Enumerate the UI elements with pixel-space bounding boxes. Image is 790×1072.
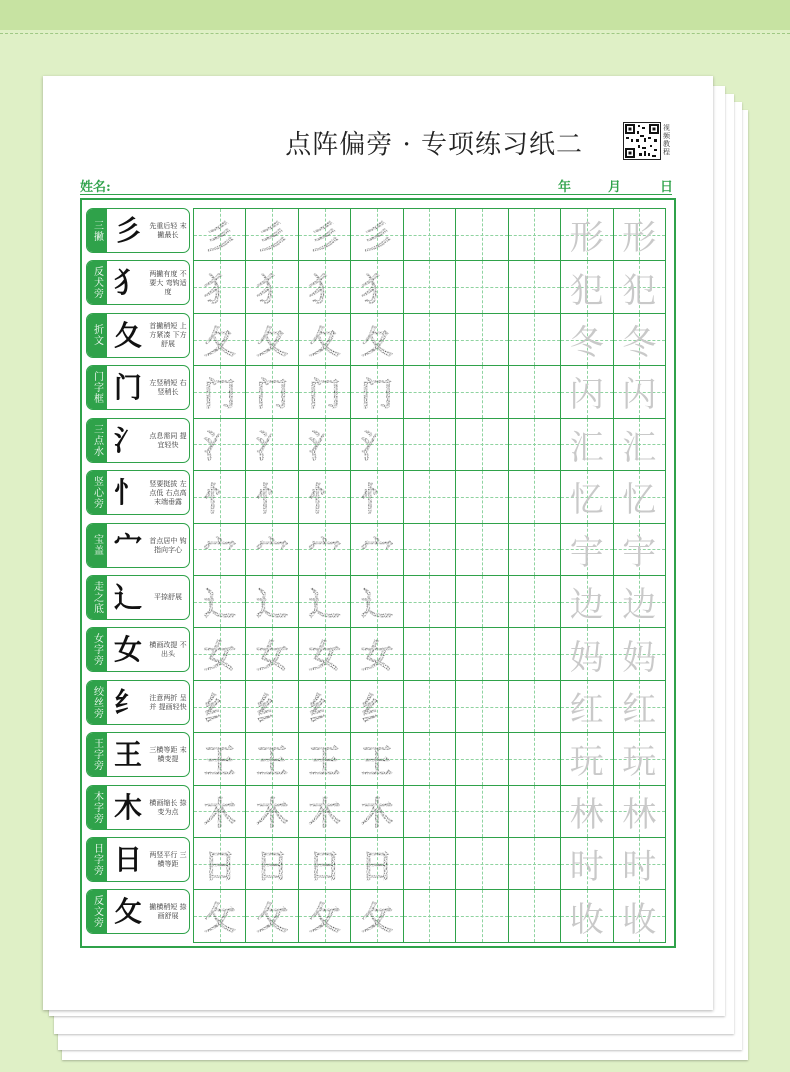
trace-character-cell[interactable]: [614, 419, 666, 471]
blank-practice-cell[interactable]: [509, 628, 561, 680]
radical-glyph: 王: [113, 738, 142, 772]
tianzi-grid[interactable]: [193, 208, 666, 943]
trace-character-cell[interactable]: [561, 261, 613, 313]
trace-character: 时: [622, 847, 657, 888]
trace-character-cell[interactable]: [614, 366, 666, 418]
practice-row: [194, 366, 666, 418]
trace-character-cell[interactable]: [561, 314, 613, 366]
blank-practice-cell[interactable]: [456, 366, 508, 418]
radical-glyph: 女: [113, 633, 142, 667]
dotted-radical-cell[interactable]: [351, 681, 403, 733]
trace-character: 犯: [569, 270, 604, 311]
blank-practice-cell[interactable]: [509, 890, 561, 942]
blank-practice-cell[interactable]: [456, 524, 508, 576]
radical-label: [86, 365, 190, 410]
blank-practice-cell[interactable]: [404, 890, 456, 942]
dotted-radical: 彡: [361, 217, 394, 256]
dotted-radical: 氵: [203, 427, 236, 466]
blank-practice-cell[interactable]: [404, 838, 456, 890]
dotted-radical: 纟: [203, 689, 236, 728]
blank-practice-cell[interactable]: [404, 786, 456, 838]
dotted-radical: 忄: [361, 479, 394, 518]
dotted-radical: 夂: [361, 322, 394, 361]
dotted-radical-cell[interactable]: [351, 524, 403, 576]
trace-character: 边: [569, 585, 604, 626]
top-band: [0, 0, 790, 30]
dotted-radical: 宀: [203, 532, 236, 571]
dotted-radical-cell[interactable]: [351, 890, 403, 942]
writing-tip: 先重后轻 末撇最长: [149, 222, 187, 239]
trace-character: 林: [569, 794, 604, 835]
dotted-radical: 辶: [361, 584, 394, 623]
trace-character-cell[interactable]: [614, 786, 666, 838]
dotted-radical: 王: [203, 741, 236, 780]
radical-label: [86, 523, 190, 568]
practice-row: [194, 681, 666, 733]
dotted-radical-cell[interactable]: [299, 733, 351, 785]
dotted-radical-cell[interactable]: [351, 366, 403, 418]
dotted-radical: 宀: [361, 532, 394, 571]
dotted-radical-cell[interactable]: [299, 576, 351, 628]
dotted-radical-cell[interactable]: [351, 628, 403, 680]
qr-caption: 视频教程: [663, 124, 670, 156]
radical-glyph: 日: [113, 843, 142, 877]
practice-row: [194, 471, 666, 523]
radical-name: 门字框: [87, 366, 107, 409]
dotted-radical: 彡: [203, 217, 236, 256]
writing-tip: 两竖平行 三横等距: [149, 851, 187, 869]
dotted-radical-cell[interactable]: [246, 838, 298, 890]
blank-practice-cell[interactable]: [509, 786, 561, 838]
radical-name: 折文: [87, 314, 107, 357]
dotted-radical: 纟: [308, 689, 341, 728]
writing-tip: 三横等距 末横变提: [149, 746, 187, 764]
radical-label-column: [86, 208, 190, 942]
dotted-radical-cell[interactable]: [246, 786, 298, 838]
radical-name: 女字旁: [87, 628, 107, 671]
radical-glyph: 木: [113, 790, 142, 824]
radical-glyph: 彡: [113, 214, 142, 247]
trace-character: 闪: [569, 375, 604, 416]
radical-name: 木字旁: [87, 786, 107, 829]
radical-label: [86, 575, 190, 620]
blank-practice-cell[interactable]: [456, 471, 508, 523]
radical-glyph: 攵: [113, 895, 142, 929]
trace-character: 形: [622, 218, 657, 259]
radical-glyph: 犭: [113, 266, 142, 300]
dotted-radical-cell[interactable]: [194, 209, 246, 261]
dotted-radical: 纟: [256, 689, 289, 728]
dotted-radical-cell[interactable]: [299, 524, 351, 576]
writing-tip: 注意两折 呈并 提画轻快: [149, 693, 187, 711]
trace-character-cell[interactable]: [614, 471, 666, 523]
dotted-radical: 木: [308, 794, 341, 833]
dotted-radical-cell[interactable]: [351, 419, 403, 471]
dotted-radical: 辶: [308, 584, 341, 623]
radical-name: 日字旁: [87, 838, 107, 881]
dotted-radical: 门: [361, 374, 394, 413]
dotted-radical-cell[interactable]: [299, 471, 351, 523]
blank-practice-cell[interactable]: [404, 576, 456, 628]
trace-character-cell[interactable]: [561, 524, 613, 576]
blank-practice-cell[interactable]: [456, 838, 508, 890]
dotted-radical-cell[interactable]: [299, 419, 351, 471]
trace-character: 宇: [569, 532, 604, 573]
blank-practice-cell[interactable]: [509, 471, 561, 523]
trace-character-cell[interactable]: [614, 524, 666, 576]
practice-row: [194, 314, 666, 366]
radical-glyph: 辶: [113, 580, 142, 614]
dotted-radical: 日: [308, 846, 341, 885]
dotted-radical: 王: [256, 741, 289, 780]
blank-practice-cell[interactable]: [509, 524, 561, 576]
dotted-radical-cell[interactable]: [299, 209, 351, 261]
practice-row: [194, 628, 666, 680]
dotted-radical: 王: [361, 741, 394, 780]
dotted-radical: 宀: [256, 532, 289, 571]
dotted-radical-cell[interactable]: [194, 733, 246, 785]
worksheet-title: 点阵偏旁 · 专项练习纸二: [285, 130, 583, 160]
trace-character-cell[interactable]: [561, 786, 613, 838]
radical-label: [86, 837, 190, 882]
dotted-radical: 门: [308, 374, 341, 413]
dotted-radical-cell[interactable]: [299, 628, 351, 680]
radical-label: [86, 418, 190, 463]
blank-practice-cell[interactable]: [509, 261, 561, 313]
dotted-radical-cell[interactable]: [351, 733, 403, 785]
dotted-radical-cell[interactable]: [246, 524, 298, 576]
dotted-radical-cell[interactable]: [351, 786, 403, 838]
dotted-radical-cell[interactable]: [351, 209, 403, 261]
dotted-radical-cell[interactable]: [194, 261, 246, 313]
dotted-radical: 木: [361, 794, 394, 833]
practice-row: [194, 576, 666, 628]
trace-character: 妈: [569, 637, 604, 678]
dotted-radical-cell[interactable]: [246, 681, 298, 733]
practice-row: [194, 419, 666, 471]
trace-character: 边: [622, 585, 657, 626]
dotted-radical: 日: [361, 846, 394, 885]
dotted-radical-cell[interactable]: [299, 366, 351, 418]
blank-practice-cell[interactable]: [509, 681, 561, 733]
trace-character: 犯: [622, 270, 657, 311]
blank-practice-cell[interactable]: [404, 733, 456, 785]
trace-character-cell[interactable]: [614, 681, 666, 733]
dotted-radical: 攵: [203, 899, 236, 938]
dotted-radical-cell[interactable]: [194, 314, 246, 366]
dotted-radical: 忄: [203, 479, 236, 518]
name-date-line: [80, 174, 672, 195]
dotted-radical: 攵: [308, 899, 341, 938]
trace-character-cell[interactable]: [614, 890, 666, 942]
dotted-radical: 攵: [361, 899, 394, 938]
trace-character: 林: [622, 794, 657, 835]
trace-character-cell[interactable]: [561, 890, 613, 942]
blank-practice-cell[interactable]: [509, 838, 561, 890]
radical-glyph: 门: [113, 371, 142, 405]
radical-name: 走之底: [87, 576, 107, 619]
blank-practice-cell[interactable]: [456, 419, 508, 471]
dotted-radical: 女: [203, 637, 236, 676]
dotted-radical: 木: [256, 794, 289, 833]
blank-practice-cell[interactable]: [404, 366, 456, 418]
radical-name: 绞丝旁: [87, 681, 107, 724]
trace-character-cell[interactable]: [561, 366, 613, 418]
trace-character: 收: [622, 899, 657, 940]
dotted-radical-cell[interactable]: [194, 576, 246, 628]
blank-practice-cell[interactable]: [456, 314, 508, 366]
name-label: 姓名:: [80, 180, 111, 195]
dotted-radical: 氵: [308, 427, 341, 466]
dotted-radical-cell[interactable]: [246, 733, 298, 785]
dotted-radical-cell[interactable]: [246, 890, 298, 942]
blank-practice-cell[interactable]: [456, 628, 508, 680]
dotted-radical-cell[interactable]: [246, 209, 298, 261]
dotted-radical-cell[interactable]: [351, 576, 403, 628]
dotted-radical: 女: [308, 637, 341, 676]
dotted-radical-cell[interactable]: [299, 681, 351, 733]
dotted-radical: 日: [203, 846, 236, 885]
radical-label: [86, 785, 190, 830]
stitch-line: [0, 33, 790, 34]
dotted-radical-cell[interactable]: [194, 524, 246, 576]
dotted-radical: 夂: [308, 322, 341, 361]
radical-label: [86, 680, 190, 725]
trace-character-cell[interactable]: [561, 733, 613, 785]
trace-character: 汇: [569, 427, 604, 468]
trace-character: 宇: [622, 532, 657, 573]
blank-practice-cell[interactable]: [404, 681, 456, 733]
trace-character-cell[interactable]: [614, 576, 666, 628]
dotted-radical: 夂: [256, 322, 289, 361]
trace-character-cell[interactable]: [614, 733, 666, 785]
dotted-radical: 彡: [308, 217, 341, 256]
dotted-radical: 门: [203, 374, 236, 413]
radical-glyph: 纟: [113, 685, 142, 719]
dotted-radical: 女: [361, 637, 394, 676]
blank-practice-cell[interactable]: [509, 314, 561, 366]
dotted-radical: 夂: [203, 322, 236, 361]
practice-row: [194, 786, 666, 838]
dotted-radical: 犭: [203, 270, 236, 309]
dotted-radical: 门: [256, 374, 289, 413]
radical-label: [86, 313, 190, 358]
dotted-radical-cell[interactable]: [299, 838, 351, 890]
trace-character: 红: [622, 690, 657, 730]
trace-character-cell[interactable]: [561, 471, 613, 523]
trace-character: 红: [569, 690, 604, 730]
dotted-radical: 氵: [256, 427, 289, 466]
trace-character-cell[interactable]: [561, 576, 613, 628]
dotted-radical-cell[interactable]: [246, 576, 298, 628]
radical-glyph: 忄: [113, 476, 142, 510]
trace-character: 妈: [622, 637, 657, 678]
radical-label: [86, 627, 190, 672]
radical-glyph: 宀: [113, 528, 142, 562]
blank-practice-cell[interactable]: [509, 209, 561, 261]
trace-character-cell[interactable]: [614, 209, 666, 261]
dotted-radical: 宀: [308, 532, 341, 571]
trace-character-cell[interactable]: [561, 419, 613, 471]
writing-tip: 首点居中 钩指向字心: [149, 536, 187, 554]
blank-practice-cell[interactable]: [404, 628, 456, 680]
radical-glyph: 氵: [113, 423, 142, 457]
trace-character: 时: [569, 847, 604, 888]
blank-practice-cell[interactable]: [509, 733, 561, 785]
dotted-radical-cell[interactable]: [246, 471, 298, 523]
dotted-radical: 犭: [361, 270, 394, 309]
dotted-radical-cell[interactable]: [299, 261, 351, 313]
radical-name: 竖心旁: [87, 471, 107, 514]
dotted-radical-cell[interactable]: [351, 838, 403, 890]
dotted-radical: 攵: [256, 899, 289, 938]
writing-tip: 点息需同 提宜轻快: [149, 431, 187, 449]
dotted-radical: 氵: [361, 427, 394, 466]
dotted-radical-cell[interactable]: [246, 366, 298, 418]
dotted-radical-cell[interactable]: [194, 681, 246, 733]
trace-character-cell[interactable]: [614, 838, 666, 890]
blank-practice-cell[interactable]: [404, 524, 456, 576]
dotted-radical: 犭: [256, 270, 289, 309]
dotted-radical: 犭: [308, 270, 341, 309]
practice-row: [194, 838, 666, 890]
writing-tip: 左竖稍短 右竖稍长: [149, 379, 187, 397]
trace-character: 玩: [622, 742, 657, 783]
writing-tip: 平捺舒展: [154, 593, 182, 602]
practice-row: [194, 890, 666, 942]
radical-name: 三点水: [87, 419, 107, 462]
radical-name: 王字旁: [87, 733, 107, 776]
blank-practice-cell[interactable]: [456, 209, 508, 261]
month-label: 月: [608, 180, 622, 195]
blank-practice-cell[interactable]: [509, 419, 561, 471]
dotted-radical-cell[interactable]: [351, 261, 403, 313]
writing-tip: 横画缩长 捺变为点: [149, 798, 187, 816]
blank-practice-cell[interactable]: [456, 576, 508, 628]
trace-character: 收: [569, 899, 604, 940]
blank-practice-cell[interactable]: [456, 786, 508, 838]
dotted-radical: 忄: [256, 479, 289, 518]
blank-practice-cell[interactable]: [404, 209, 456, 261]
dotted-radical-cell[interactable]: [194, 366, 246, 418]
dotted-radical: 辶: [256, 584, 289, 623]
dotted-radical-cell[interactable]: [351, 471, 403, 523]
dotted-radical-cell[interactable]: [299, 314, 351, 366]
radical-label: [86, 470, 190, 515]
radical-name: 宝盖: [87, 524, 107, 567]
blank-practice-cell[interactable]: [456, 261, 508, 313]
trace-character-cell[interactable]: [561, 628, 613, 680]
radical-label: [86, 260, 190, 305]
dotted-radical: 纟: [361, 689, 394, 728]
dotted-radical-cell[interactable]: [246, 314, 298, 366]
dotted-radical-cell[interactable]: [194, 628, 246, 680]
trace-character: 玩: [569, 742, 604, 783]
trace-character-cell[interactable]: [561, 838, 613, 890]
year-label: 年: [558, 180, 572, 195]
trace-character-cell[interactable]: [614, 628, 666, 680]
blank-practice-cell[interactable]: [404, 314, 456, 366]
trace-character: 形: [569, 218, 604, 259]
radical-name: 三撇: [87, 209, 107, 252]
blank-practice-cell[interactable]: [404, 261, 456, 313]
dotted-radical-cell[interactable]: [299, 786, 351, 838]
blank-practice-cell[interactable]: [404, 419, 456, 471]
dotted-radical: 木: [203, 794, 236, 833]
dotted-radical-cell[interactable]: [194, 838, 246, 890]
radical-label: [86, 732, 190, 777]
dotted-radical: 辶: [203, 584, 236, 623]
blank-practice-cell[interactable]: [404, 471, 456, 523]
dotted-radical-cell[interactable]: [246, 628, 298, 680]
radical-glyph: 夂: [113, 318, 142, 352]
dotted-radical: 忄: [308, 479, 341, 518]
trace-character: 冬: [569, 323, 604, 364]
practice-row: [194, 524, 666, 576]
trace-character: 闪: [622, 375, 657, 416]
practice-row: [194, 209, 666, 261]
writing-tip: 横画改提 不出头: [149, 641, 187, 659]
dotted-radical-cell[interactable]: [194, 890, 246, 942]
dotted-radical-cell[interactable]: [246, 419, 298, 471]
trace-character-cell[interactable]: [614, 314, 666, 366]
practice-row: [194, 733, 666, 785]
dotted-radical: 王: [308, 741, 341, 780]
dotted-radical: 彡: [256, 217, 289, 256]
trace-character-cell[interactable]: [614, 261, 666, 313]
dotted-radical-cell[interactable]: [299, 890, 351, 942]
writing-tip: 撇横稍短 捺画舒展: [149, 903, 187, 921]
blank-practice-cell[interactable]: [509, 576, 561, 628]
radical-name: 反犬旁: [87, 261, 107, 304]
trace-character: 汇: [622, 427, 657, 468]
trace-character-cell[interactable]: [561, 681, 613, 733]
dotted-radical-cell[interactable]: [194, 786, 246, 838]
writing-tip: 两撇有度 不要大 弯钩适度: [149, 269, 187, 296]
blank-practice-cell[interactable]: [456, 890, 508, 942]
practice-row: [194, 261, 666, 313]
blank-practice-cell[interactable]: [456, 681, 508, 733]
trace-character: 冬: [622, 323, 657, 364]
blank-practice-cell[interactable]: [456, 733, 508, 785]
day-label: 日: [660, 180, 674, 195]
dotted-radical-cell[interactable]: [194, 471, 246, 523]
dotted-radical-cell[interactable]: [246, 261, 298, 313]
blank-practice-cell[interactable]: [509, 366, 561, 418]
dotted-radical-cell[interactable]: [194, 419, 246, 471]
writing-tip: 竖要挺拔 左点低 右点高 末端垂露: [149, 479, 187, 506]
dotted-radical: 日: [256, 846, 289, 885]
qr-code[interactable]: [623, 122, 661, 160]
writing-tip: 首撇稍短 上方紧凑 下方舒展: [149, 322, 187, 349]
radical-label: [86, 208, 190, 253]
dotted-radical: 女: [256, 637, 289, 676]
trace-character-cell[interactable]: [561, 209, 613, 261]
radical-name: 反文旁: [87, 890, 107, 933]
radical-label: [86, 889, 190, 934]
dotted-radical-cell[interactable]: [351, 314, 403, 366]
trace-character: 忆: [569, 480, 604, 521]
trace-character: 忆: [622, 480, 657, 521]
